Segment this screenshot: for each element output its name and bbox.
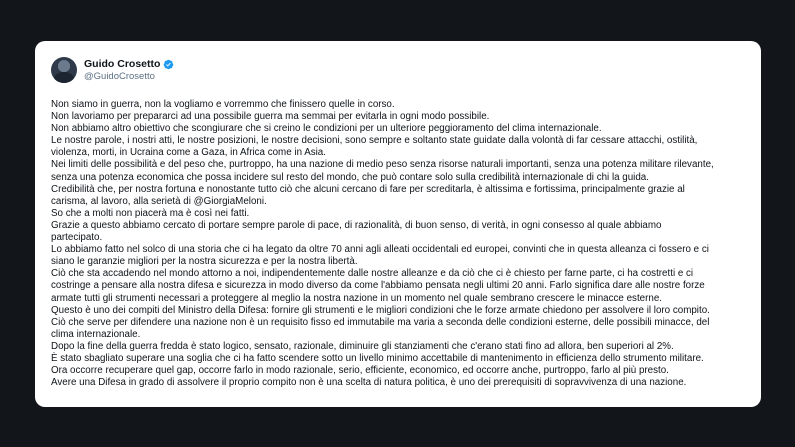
tweet-header xyxy=(51,55,745,85)
tweet-line: clima internazionale. xyxy=(51,328,141,340)
avatar[interactable] xyxy=(51,57,77,83)
tweet-line: Lo abbiamo fatto nel solco di una storia che ci ha legato da oltre 70 anni agli alleati occidentali ed europei, convinti che in questa alleanza ci fossero e ci xyxy=(51,244,709,256)
tweet-line: Questo è uno dei compiti del Ministro della Difesa: fornire gli strumenti e le migliori condizioni che le forze armate chiedono per assolvere il loro compito. xyxy=(51,304,710,316)
tweet-line: Non abbiamo altro obiettivo che scongiurare che si creino le condizioni per un ulteriore peggioramento del clima internazionale. xyxy=(51,123,602,135)
tweet-line: Ciò che sta accadendo nel mondo attorno a noi, indipendentemente dalle nostre alleanze e da ciò che ci è chiesto per farne parte, ci ha costretti e ci xyxy=(51,268,694,280)
author-handle[interactable]: @GuidoCrosetto xyxy=(84,70,155,82)
tweet-line: Non siamo in guerra, non la vogliamo e vorremmo che finissero quelle in corso. xyxy=(51,99,395,110)
tweet-line: È stato sbagliato superare una soglia che ci ha fatto scendere sotto un livello minimo accettabile di mantenimento in efficienza dello strumento militare. xyxy=(51,352,704,364)
tweet-line: Ora occorre recuperare quel gap, occorre farlo in modo razionale, serio, efficiente, economico, ed occorre anche, purtroppo, farlo al più presto. xyxy=(51,365,669,377)
verified-badge-icon xyxy=(163,59,174,70)
tweet-text xyxy=(51,99,745,389)
tweet-line: Dopo la fine della guerra fredda è stato logico, sensato, razionale, diminuire gli stanziamenti che c'erano stati fino ad allora, ben superiori al 2%. xyxy=(51,340,674,352)
tweet-line: Grazie a questo abbiamo cercato di portare sempre parole di pace, di razionalità, di buon senso, di verità, in ogni consesso al quale abbiamo xyxy=(51,219,662,231)
tweet-line: Nei limiti delle possibilità e del peso che, purtroppo, ha una nazione di medio peso senza risorse naturali importanti, senza una potenza militare rilevante, xyxy=(51,159,714,171)
tweet-line: violenza, morti, in Ucraina come a Gaza, in Africa come in Asia. xyxy=(51,147,326,159)
tweet-line: So che a molti non piacerà ma è così nei fatti. xyxy=(51,207,250,219)
tweet-line: partecipato. xyxy=(51,232,103,244)
tweet-line: Le nostre parole, i nostri atti, le nostre posizioni, le nostre decisioni, sono sempre e soltanto state guidate dalla volontà di far cessare attacchi, ostilità, xyxy=(51,135,698,147)
tweet-line: Credibilità che, per nostra fortuna e nonostante tutto ciò che alcuni cercano di fare per screditarla, è altissima e fortissima, principalmente grazie al xyxy=(51,183,685,195)
tweet-line: carisma, al lavoro, alla serietà di @GiorgiaMeloni. xyxy=(51,195,267,207)
author-name-row xyxy=(84,58,174,71)
tweet-line: Ciò che serve per difendere una nazione non è un requisito fisso ed immutabile ma varia a seconda delle condizioni esterne, delle possibili minacce, del xyxy=(51,316,710,328)
tweet-line: Non lavoriamo per prepararci ad una possibile guerra ma semmai per evitarla in ogni modo possibile. xyxy=(51,111,490,123)
tweet-line: armate tutti gli strumenti necessari a proteggere al meglio la nostra nazione in un momento nel quale sembrano crescere le minacce esterne. xyxy=(51,292,662,304)
author-display-name[interactable]: Guido Crosetto xyxy=(84,57,161,70)
tweet-line: senza una potenza economica che possa incidere sul resto del mondo, che può contare solo sulla credibilità internazionale di chi la guida. xyxy=(51,171,649,183)
tweet-line: siano le garanzie migliori per la nostra sicurezza e per la nostra libertà. xyxy=(51,256,358,268)
tweet-line: Avere una Difesa in grado di assolvere il proprio compito non è una scelta di natura politica, è uno dei prerequisiti di sopravvivenza di una nazione. xyxy=(51,377,687,389)
author-info xyxy=(84,58,174,83)
tweet-line: costringe a pensare alla nostra difesa e sicurezza in modo diverso da come l'abbiamo pensata negli ultimi 20 anni. Farlo significa dare alle nostre forze xyxy=(51,280,705,292)
tweet-card xyxy=(35,41,761,407)
